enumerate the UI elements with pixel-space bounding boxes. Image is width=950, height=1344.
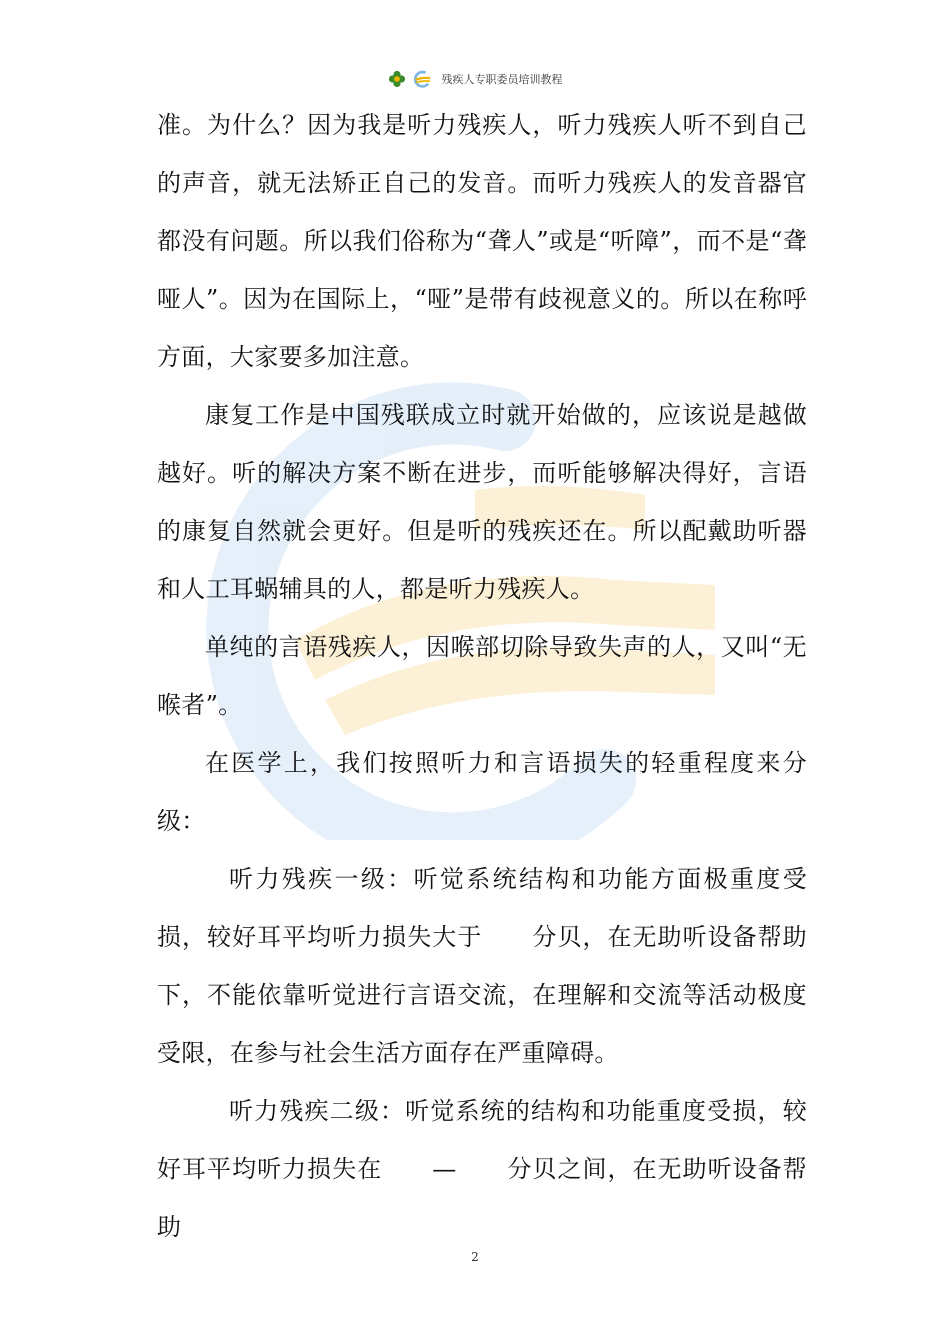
- paragraph-hearing-grade-1: 听力残疾一级：听觉系统结构和功能方面极重度受损，较好耳平均听力损失大于 分贝，在无助听设备帮助下，不能依靠听觉进行言语交流，在理解和交流等活动极度受限，在参与社会生活方面存在严重障碍。: [157, 865, 807, 1067]
- header-logos: [388, 70, 432, 88]
- paragraph-continuation: 准。为什么？因为我是听力残疾人，听力残疾人听不到自己的声音，就无法矫正自己的发音。而听力残疾人的发音器官都没有问题。所以我们俗称为“聋人”或是“听障”，而不是“聋哑人”。因为在国际上，“哑”是带有歧视意义的。所以在称呼方面，大家要多加注意。: [157, 111, 807, 371]
- rainbow-arc-icon: [410, 70, 432, 88]
- paragraph-grading-intro: 在医学上，我们按照听力和言语损失的轻重程度来分级：: [157, 749, 807, 835]
- header-title: 残疾人专职委员培训教程: [441, 73, 563, 86]
- document-body: [157, 96, 807, 1256]
- page-number: 2: [471, 1250, 479, 1264]
- page-header: [0, 68, 950, 90]
- paragraph-speech-disability: 单纯的言语残疾人，因喉部切除导致失声的人，又叫“无喉者”。: [157, 633, 807, 719]
- paragraph-rehabilitation: 康复工作是中国残联成立时就开始做的，应该说是越做越好。听的解决方案不断在进步，而听能够解决得好，言语的康复自然就会更好。但是听的残疾还在。所以配戴助听器和人工耳蜗辅具的人，都是听力残疾人。: [157, 401, 807, 603]
- flower-emblem-icon: [388, 70, 406, 88]
- paragraph-hearing-grade-2: 听力残疾二级：听觉系统的结构和功能重度受损，较好耳平均听力损失在 — 分贝之间，在无助听设备帮助: [157, 1097, 807, 1241]
